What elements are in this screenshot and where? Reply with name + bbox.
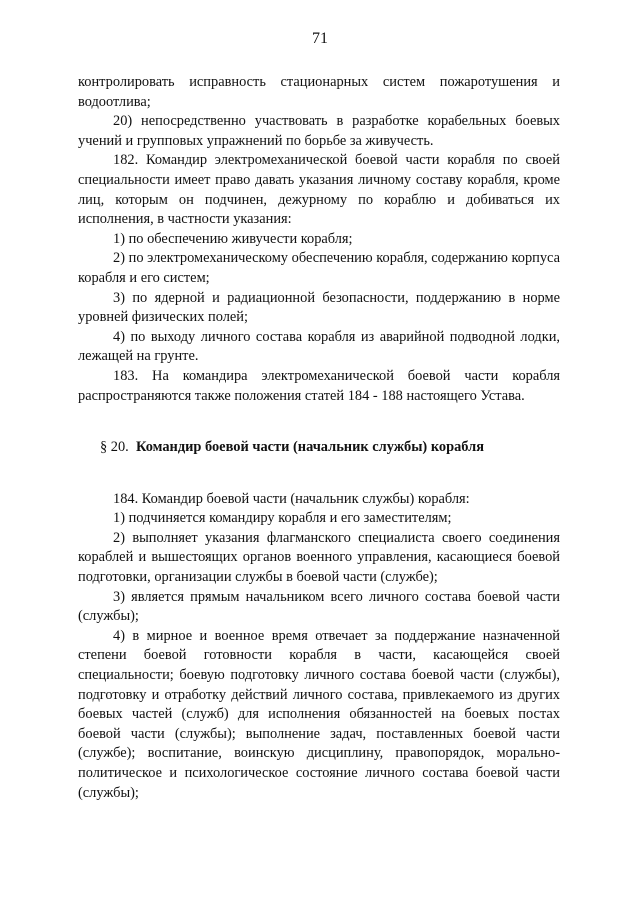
- section-title: Командир боевой части (начальник службы) корабля: [135, 439, 485, 456]
- paragraphs-before-heading: [78, 73, 560, 406]
- paragraph: 1) подчиняется командиру корабля и его заместителям;: [113, 510, 452, 527]
- paragraph: 4) в мирное и военное время отвечает за поддержание назначенной степени боевой готовности корабля в части, касающейся своей специальности; боевую подготовку личного состава боевой части (службы), подготовку и отработку действий личного состава, привлекаемого из других боевых частей (служб) для исполнения обязанностей на боевых постах боевой части (службы); выполнение задач, поставленных боевой части (службе); воспитание, воинскую дисциплину, правопорядок, морально-политическое и психологическое состояние личного состава боевой части (службы);: [78, 627, 560, 801]
- paragraphs-after-heading: [78, 490, 560, 804]
- paragraph: 3) по ядерной и радиационной безопасности, поддержанию в норме уровней физических полей;: [78, 289, 560, 326]
- paragraph: 20) непосредственно участвовать в разработке корабельных боевых учений и групповых упражнений по борьбе за живучесть.: [78, 113, 560, 149]
- section-heading: [78, 438, 560, 458]
- paragraph: 3) является прямым начальником всего личного состава боевой части (службы);: [78, 588, 560, 625]
- paragraph: 184. Командир боевой части (начальник службы) корабля:: [113, 490, 470, 507]
- paragraph: 2) по электромеханическому обеспечению корабля, содержанию корпуса корабля и его систем;: [78, 250, 560, 286]
- section-number: § 20.: [100, 439, 129, 456]
- paragraph: 1) по обеспечению живучести корабля;: [113, 230, 353, 247]
- paragraph: 183. На командира электромеханической боевой части корабля распространяются также положения статей 184 - 188 настоящего Устава.: [78, 367, 560, 404]
- paragraph: 182. Командир электромеханической боевой части корабля по своей специальности имеет право давать указания личному составу корабля, кроме лиц, которым он подчинен, дежурному по кораблю и добиваться их исполнения, в частности указания:: [78, 152, 560, 228]
- page-number: 71: [312, 30, 328, 47]
- paragraph: 4) по выходу личного состава корабля из аварийной подводной лодки, лежащей на грунте.: [78, 328, 560, 365]
- paragraph: контролировать исправность стационарных систем пожаротушения и водоотлива;: [78, 74, 560, 110]
- document-body: [78, 73, 560, 803]
- paragraph: 2) выполняет указания флагманского специалиста своего соединения кораблей и вышестоящих органов военного управления, касающиеся боевой подготовки, организации службы в боевой части (службе);: [78, 529, 560, 586]
